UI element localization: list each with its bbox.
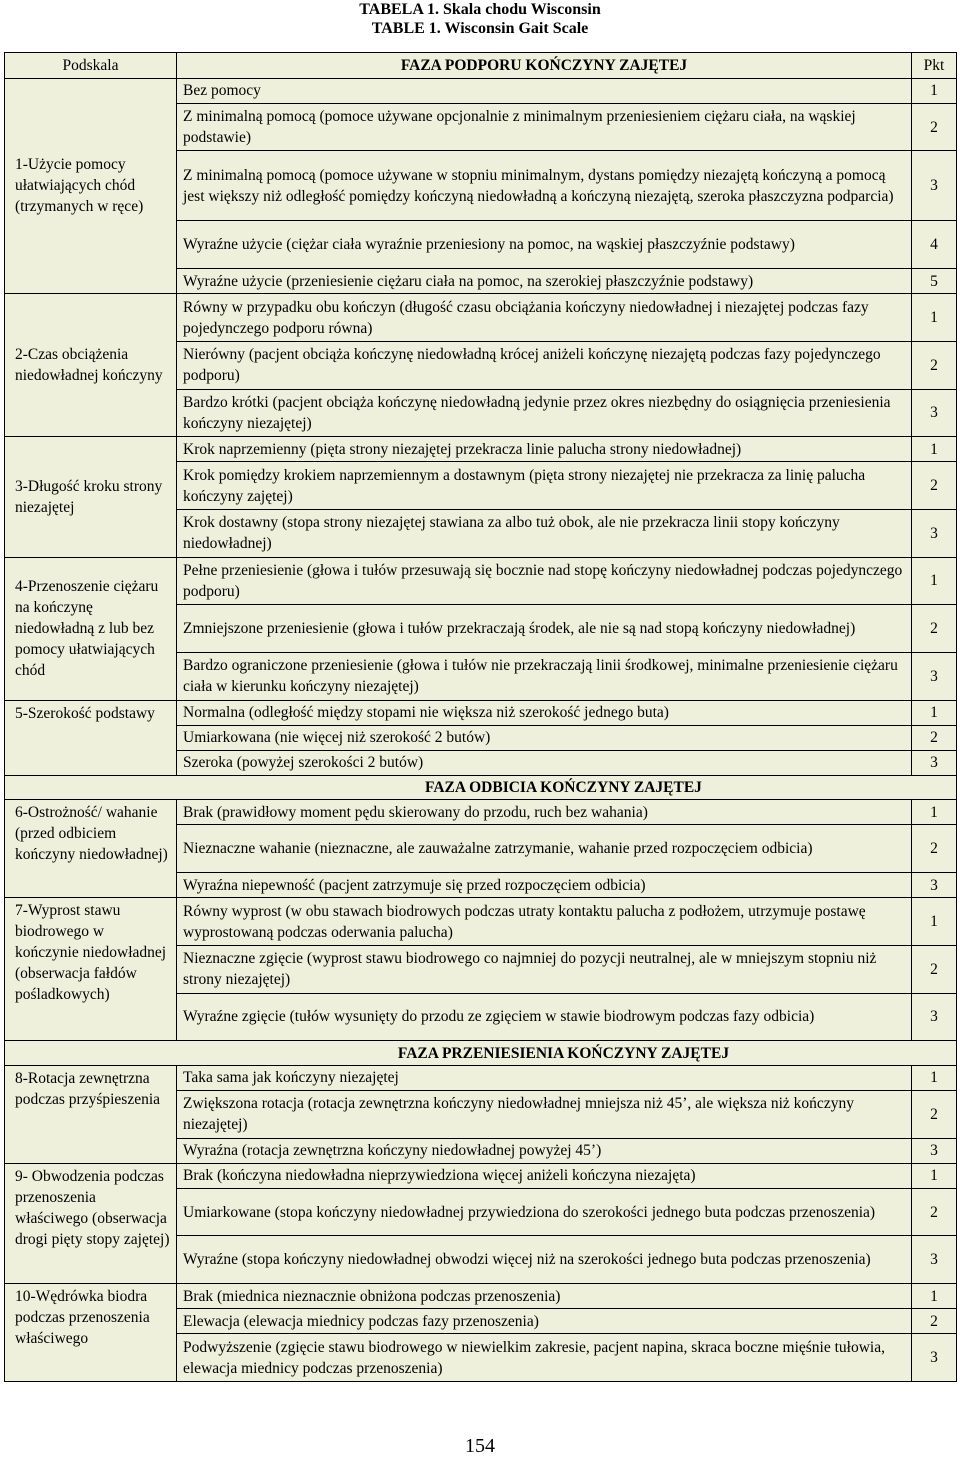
option-description: Taka sama jak kończyny niezajętej [177, 1065, 912, 1090]
option-points: 1 [912, 294, 957, 342]
option-points: 2 [912, 1188, 957, 1236]
option-description: Nieznaczne wahanie (nieznaczne, ale zauważalne zatrzymanie, wahanie przed rozpoczęciem odbicia) [177, 825, 912, 873]
phase-header: FAZA PODPORU KOŃCZYNY ZAJĘTEJ [177, 53, 912, 79]
option-description: Bardzo ograniczone przeniesienie (głowa i tułów nie przekraczają linii środkowej, minimalne przeniesienie ciężaru ciała w kierunku kończyny niezajętej) [177, 653, 912, 701]
option-points: 1 [912, 437, 957, 462]
table-row [5, 700, 957, 725]
option-points: 3 [912, 509, 957, 557]
table-row [5, 1163, 957, 1188]
table-row [5, 1065, 957, 1090]
option-points: 2 [912, 1090, 957, 1138]
option-points: 2 [912, 825, 957, 873]
option-points: 1 [912, 800, 957, 825]
option-points: 2 [912, 1309, 957, 1334]
option-description: Krok pomiędzy krokiem naprzemiennym a dostawnym (pięta strony niezajętej nie przekracza za linię palucha kończyny zajętej) [177, 462, 912, 510]
option-points: 2 [912, 605, 957, 653]
option-description: Pełne przeniesienie (głowa i tułów przesuwają się bocznie nad stopę kończyny niedowładnej podczas pojedynczego podporu) [177, 557, 912, 605]
option-points: 3 [912, 750, 957, 775]
table-row [5, 557, 957, 605]
phase-row [5, 1041, 957, 1066]
option-points: 3 [912, 993, 957, 1041]
option-description: Podwyższenie (zgięcie stawu biodrowego w niewielkim zakresie, pacjent napina, skraca boczne mięśnie tułowia, elewacja miednicy podczas przenoszenia) [177, 1334, 912, 1382]
option-description: Wyraźne (stopa kończyny niedowładnej obwodzi więcej niż na szerokości jednego buta podczas przenoszenia) [177, 1236, 912, 1284]
option-description: Wyraźna niepewność (pacjent zatrzymuje się przed rozpoczęciem odbicia) [177, 873, 912, 898]
option-description: Brak (prawidłowy moment pędu skierowany do przodu, ruch bez wahania) [177, 800, 912, 825]
page-number: 154 [465, 1435, 495, 1457]
option-description: Wyraźna (rotacja zewnętrzna kończyny niedowładnej powyżej 45’) [177, 1138, 912, 1163]
option-description: Zmniejszone przeniesienie (głowa i tułów przekraczają środek, ale nie są nad stopą kończyny niedowładnej) [177, 605, 912, 653]
option-description: Zwiększona rotacja (rotacja zewnętrzna kończyny niedowładnej mniejsza niż 45’, ale większa niż kończyny niezajętej) [177, 1090, 912, 1138]
subscale-name: 4-Przenoszenie ciężaru na kończynę niedowładną z lub bez pomocy ułatwiających chód [5, 557, 177, 700]
table-title [0, 0, 960, 38]
option-points: 2 [912, 945, 957, 993]
phase-title: FAZA ODBICIA KOŃCZYNY ZAJĘTEJ [5, 775, 957, 800]
option-description: Nierówny (pacjent obciąża kończynę niedowładną krócej aniżeli kończynę niezajętą podczas fazy pojedynczego podporu) [177, 341, 912, 389]
table-row [5, 1284, 957, 1309]
option-description: Z minimalną pomocą (pomoce używane opcjonalnie z minimalnym przeniesieniem ciężaru ciała, na wąskiej podstawie) [177, 103, 912, 151]
option-description: Z minimalną pomocą (pomoce używane w stopniu minimalnym, dystans pomiędzy niezajętą kończyną a pomocą jest większy niż odległość pomiędzy kończyną niedowładną a kończyną niezajętą, szeroka płaszczyzna podparcia) [177, 151, 912, 221]
gait-scale-table [4, 52, 957, 1382]
option-description: Bardzo krótki (pacjent obciąża kończynę niedowładną jedynie przez okres niezbędny do osiągnięcia przeniesienia kończyny niezajętej) [177, 389, 912, 437]
subscale-name: 3-Długość kroku strony niezajętej [5, 437, 177, 557]
table-row [5, 78, 957, 103]
subscale-name: 9- Obwodzenia podczas przenoszenia właściwego (obserwacja drogi pięty stopy zajętej) [5, 1163, 177, 1283]
option-description: Normalna (odległość między stopami nie większa niż szerokość jednego buta) [177, 700, 912, 725]
option-description: Wyraźne użycie (przeniesienie ciężaru ciała na pomoc, na szerokiej płaszczyźnie podstawy) [177, 269, 912, 294]
subscale-name: 6-Ostrożność/ wahanie (przed odbiciem kończyny niedowładnej) [5, 800, 177, 898]
subscale-name: 7-Wyprost stawu biodrowego w kończynie niedowładnej (obserwacja fałdów pośladkowych) [5, 898, 177, 1041]
table-row [5, 898, 957, 946]
option-points: 1 [912, 78, 957, 103]
option-points: 1 [912, 557, 957, 605]
option-description: Bez pomocy [177, 78, 912, 103]
table-body [5, 78, 957, 1381]
subscale-name: 2-Czas obciążenia niedowładnej kończyny [5, 294, 177, 437]
table-title-pl: TABELA 1. Skala chodu Wisconsin [359, 1, 601, 18]
option-points: 5 [912, 269, 957, 294]
subscale-name: 1-Użycie pomocy ułatwiających chód (trzymanych w ręce) [5, 78, 177, 293]
option-description: Szeroka (powyżej szerokości 2 butów) [177, 750, 912, 775]
option-points: 2 [912, 725, 957, 750]
table-row [5, 294, 957, 342]
option-points: 1 [912, 1065, 957, 1090]
option-points: 2 [912, 341, 957, 389]
option-description: Krok dostawny (stopa strony niezajętej stawiana za albo tuż obok, ale nie przekracza linii stopy kończyny niedowładnej) [177, 509, 912, 557]
option-description: Umiarkowana (nie więcej niż szerokość 2 butów) [177, 725, 912, 750]
points-header: Pkt [912, 53, 957, 79]
phase-title: FAZA PRZENIESIENIA KOŃCZYNY ZAJĘTEJ [5, 1041, 957, 1066]
table-header-row [5, 53, 957, 79]
option-points: 4 [912, 221, 957, 269]
subscale-name: 5-Szerokość podstawy [5, 700, 177, 775]
option-description: Nieznaczne zgięcie (wyprost stawu biodrowego co najmniej do pozycji neutralnej, ale w mniejszym stopniu niż strony niezajętej) [177, 945, 912, 993]
option-description: Krok naprzemienny (pięta strony niezajętej przekracza linie palucha strony niedowładnej) [177, 437, 912, 462]
table-row [5, 800, 957, 825]
option-points: 2 [912, 103, 957, 151]
subscale-name: 10-Wędrówka biodra podczas przenoszenia właściwego [5, 1284, 177, 1382]
option-description: Równy w przypadku obu kończyn (długość czasu obciążania kończyny niedowładnej i niezajętej podczas fazy pojedynczego podporu równa) [177, 294, 912, 342]
option-description: Brak (miednica nieznacznie obniżona podczas przenoszenia) [177, 1284, 912, 1309]
option-points: 3 [912, 389, 957, 437]
phase-row [5, 775, 957, 800]
option-description: Brak (kończyna niedowładna nieprzywiedziona więcej aniżeli kończyna niezajęta) [177, 1163, 912, 1188]
option-points: 2 [912, 462, 957, 510]
subscale-header: Podskala [5, 53, 177, 79]
option-points: 3 [912, 1334, 957, 1382]
option-points: 3 [912, 1138, 957, 1163]
option-points: 1 [912, 1284, 957, 1309]
option-points: 1 [912, 700, 957, 725]
option-description: Umiarkowane (stopa kończyny niedowładnej przywiedziona do szerokości jednego buta podczas przenoszenia) [177, 1188, 912, 1236]
option-points: 3 [912, 1236, 957, 1284]
table-title-en: TABLE 1. Wisconsin Gait Scale [371, 20, 589, 37]
option-description: Wyraźne zgięcie (tułów wysunięty do przodu ze zgięciem w stawie biodrowym podczas fazy odbicia) [177, 993, 912, 1041]
table-row [5, 437, 957, 462]
option-points: 3 [912, 653, 957, 701]
option-description: Elewacja (elewacja miednicy podczas fazy przenoszenia) [177, 1309, 912, 1334]
option-points: 3 [912, 151, 957, 221]
option-description: Wyraźne użycie (ciężar ciała wyraźnie przeniesiony na pomoc, na wąskiej płaszczyźnie podstawy) [177, 221, 912, 269]
option-points: 1 [912, 1163, 957, 1188]
option-points: 1 [912, 898, 957, 946]
option-description: Równy wyprost (w obu stawach biodrowych podczas utraty kontaktu palucha z podłożem, utrzymuje postawę wyprostowaną podczas oderwania palucha) [177, 898, 912, 946]
option-points: 3 [912, 873, 957, 898]
subscale-name: 8-Rotacja zewnętrzna podczas przyśpieszenia [5, 1065, 177, 1163]
